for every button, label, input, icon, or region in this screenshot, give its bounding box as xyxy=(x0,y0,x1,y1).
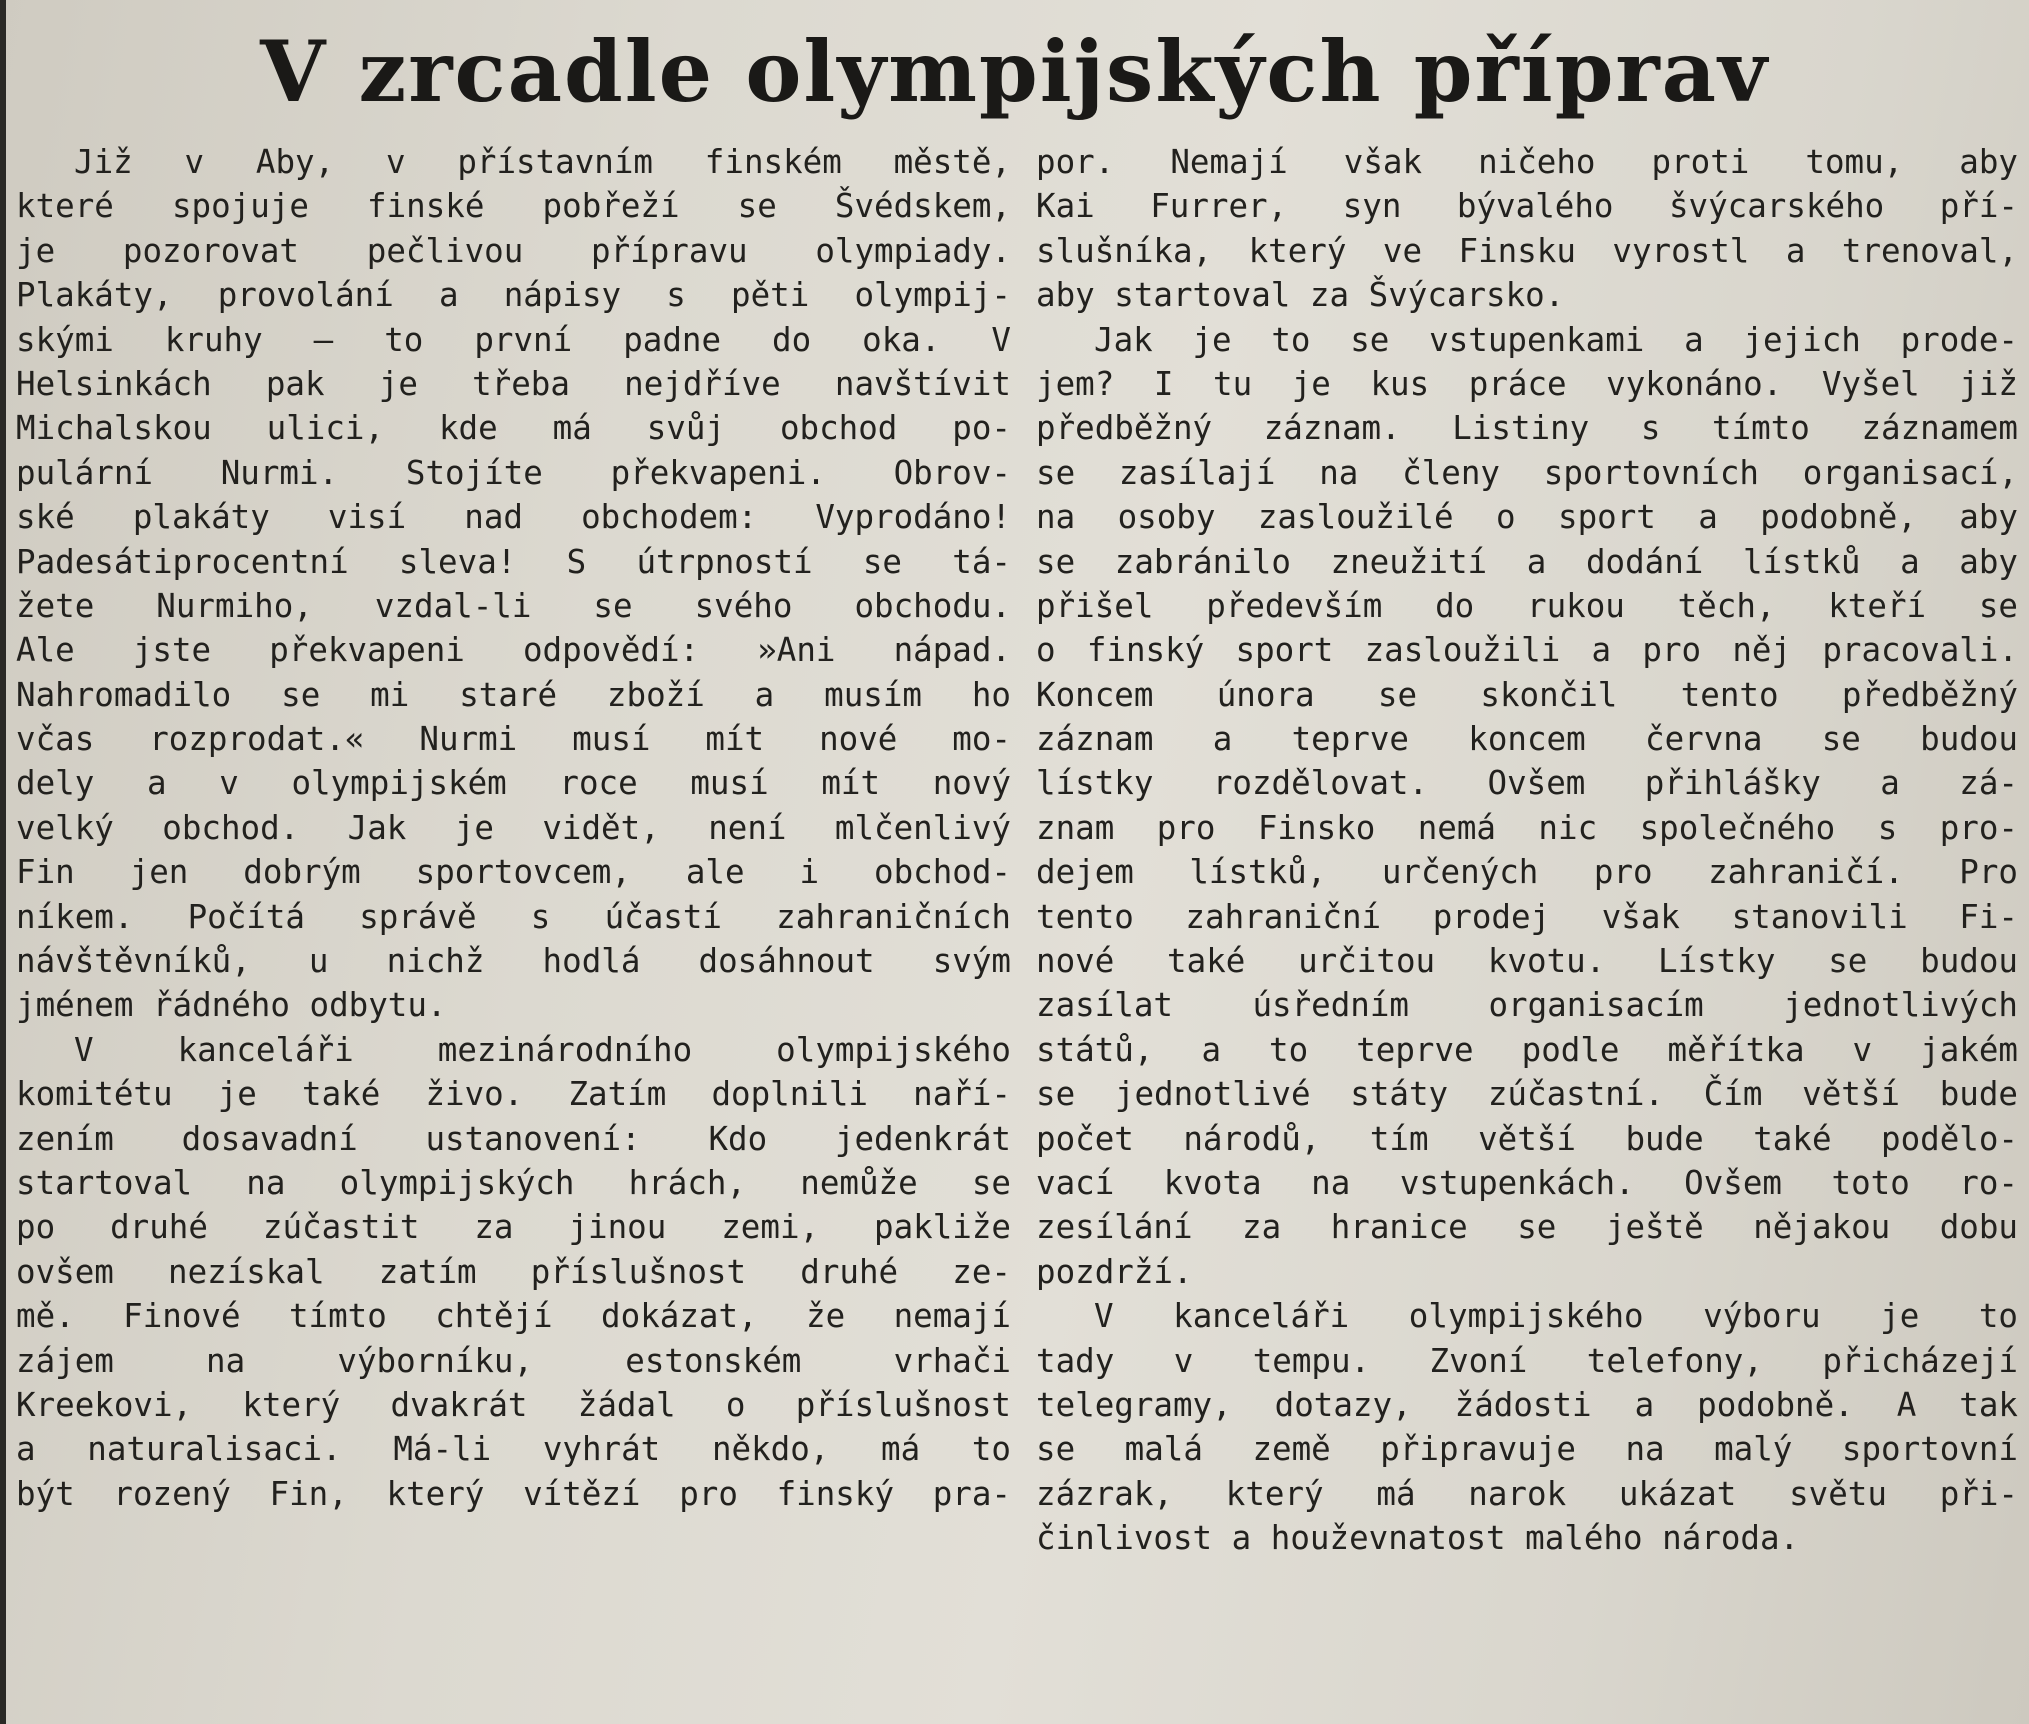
text-line: velký obchod. Jak je vidět, není mlčenlivý xyxy=(16,808,1011,847)
right-column xyxy=(1036,140,2018,1561)
text-line: aby startoval za Švýcarsko. xyxy=(1036,276,1565,315)
text-line: Již v Aby, v přístavním finském městě, xyxy=(74,143,1011,181)
text-line: Michalskou ulici, kde má svůj obchod po- xyxy=(16,409,1011,448)
text-line: Padesátiprocentní sleva! S útrpností se tá- xyxy=(16,542,1011,581)
text-line: znam pro Finsko nemá nic společného s pro- xyxy=(1036,808,2018,847)
text-line: níkem. Počítá správě s účastí zahraničních xyxy=(16,897,1011,936)
text-line: včas rozprodat.« Nurmi musí mít nové mo- xyxy=(16,720,1011,759)
text-line: které spojuje finské pobřeží se Švédskem, xyxy=(16,187,1011,226)
column-rule xyxy=(0,0,6,1724)
text-line: žete Nurmiho, vzdal-li se svého obchodu. xyxy=(16,586,1011,625)
text-line: států, a to teprve podle měřítka v jakém xyxy=(1036,1030,2018,1069)
text-line: na osoby zasloužilé o sport a podobně, aby xyxy=(1036,498,2018,537)
text-line: se zasílají na členy sportovních organisací, xyxy=(1036,453,2018,492)
article-headline: V zrcadle olympijských příprav xyxy=(260,22,1769,121)
text-line: činlivost a houževnatost malého národa. xyxy=(1036,1519,1800,1558)
text-line: mě. Finové tímto chtějí dokázat, že nemají xyxy=(16,1297,1011,1336)
text-line: se malá země připravuje na malý sportovní xyxy=(1036,1430,2018,1469)
text-line: a naturalisaci. Má-li vyhrát někdo, má to xyxy=(16,1430,1011,1469)
text-line: Jak je to se vstupenkami a jejich prode- xyxy=(1094,320,2018,359)
text-line: skými kruhy – to první padne do oka. V xyxy=(16,320,1011,359)
text-line: Helsinkách pak je třeba nejdříve navštívit xyxy=(16,364,1011,403)
text-line: Koncem února se skončil tento předběžný xyxy=(1036,675,2018,714)
text-line: být rozený Fin, který vítězí pro finský pra- xyxy=(16,1474,1011,1513)
text-line: dejem lístků, určených pro zahraničí. Pro xyxy=(1036,853,2018,892)
text-line: zením dosavadní ustanovení: Kdo jedenkrát xyxy=(16,1119,1011,1158)
text-line: pulární Nurmi. Stojíte překvapeni. Obrov- xyxy=(16,453,1011,492)
text-line: tady v tempu. Zvoní telefony, přicházejí xyxy=(1036,1341,2018,1380)
text-line: tento zahraniční prodej však stanovili Fi- xyxy=(1036,897,2018,936)
text-line: jménem řádného odbytu. xyxy=(16,986,447,1025)
text-line: zázrak, který má narok ukázat světu při- xyxy=(1036,1474,2018,1513)
text-line: zasílat úsředním organisacím jednotlivých xyxy=(1036,986,2018,1025)
text-line: Plakáty, provolání a nápisy s pěti olympij- xyxy=(16,276,1011,315)
text-line: ské plakáty visí nad obchodem: Vyprodáno! xyxy=(16,498,1011,537)
text-line: vací kvota na vstupenkách. Ovšem toto ro- xyxy=(1036,1163,2018,1202)
text-line: zesílání za hranice se ještě nějakou dobu xyxy=(1036,1208,2018,1247)
text-line: pozdrží. xyxy=(1036,1252,1193,1291)
text-line: jem? I tu je kus práce vykonáno. Vyšel již xyxy=(1036,364,2018,403)
left-column xyxy=(16,140,1011,1516)
text-line: Nahromadilo se mi staré zboží a musím ho xyxy=(16,675,1011,714)
text-line: V kanceláři mezinárodního olympijského xyxy=(74,1030,1011,1069)
text-line: startoval na olympijských hrách, nemůže se xyxy=(16,1163,1011,1202)
text-line: Kreekovi, který dvakrát žádal o příslušnost xyxy=(16,1385,1011,1424)
text-line: Kai Furrer, syn bývalého švýcarského pří- xyxy=(1036,187,2018,226)
text-line: zájem na výborníku, estonském vrhači xyxy=(16,1341,1011,1380)
text-line: záznam a teprve koncem června se budou xyxy=(1036,720,2018,759)
text-line: ovšem nezískal zatím příslušnost druhé ze- xyxy=(16,1252,1011,1291)
text-line: V kanceláři olympijského výboru je to xyxy=(1094,1297,2018,1336)
text-line: por. Nemají však ničeho proti tomu, aby xyxy=(1036,143,2018,181)
text-line: komitétu je také živo. Zatím doplnili naří- xyxy=(16,1075,1011,1114)
text-line: se jednotlivé státy zúčastní. Čím větší bude xyxy=(1036,1075,2018,1114)
text-line: se zabránilo zneužití a dodání lístků a aby xyxy=(1036,542,2018,581)
text-line: Ale jste překvapeni odpovědí: »Ani nápad. xyxy=(16,631,1011,670)
text-line: předběžný záznam. Listiny s tímto záznamem xyxy=(1036,409,2018,448)
text-line: Fin jen dobrým sportovcem, ale i obchod- xyxy=(16,853,1011,892)
text-line: telegramy, dotazy, žádosti a podobně. A tak xyxy=(1036,1385,2018,1424)
text-line: počet národů, tím větší bude také podělo- xyxy=(1036,1119,2018,1158)
text-line: přišel především do rukou těch, kteří se xyxy=(1036,586,2018,625)
text-line: návštěvníků, u nichž hodlá dosáhnout svým xyxy=(16,942,1011,981)
text-line: lístky rozdělovat. Ovšem přihlášky a zá- xyxy=(1036,764,2018,803)
text-line: o finský sport zasloužili a pro něj pracovali. xyxy=(1036,631,2018,670)
text-line: slušníka, který ve Finsku vyrostl a trenoval, xyxy=(1036,231,2018,270)
text-line: nové také určitou kvotu. Lístky se budou xyxy=(1036,942,2018,981)
text-line: dely a v olympijském roce musí mít nový xyxy=(16,764,1011,803)
text-line: po druhé zúčastit za jinou zemi, pakliže xyxy=(16,1208,1011,1247)
text-line: je pozorovat pečlivou přípravu olympiady. xyxy=(16,231,1011,270)
